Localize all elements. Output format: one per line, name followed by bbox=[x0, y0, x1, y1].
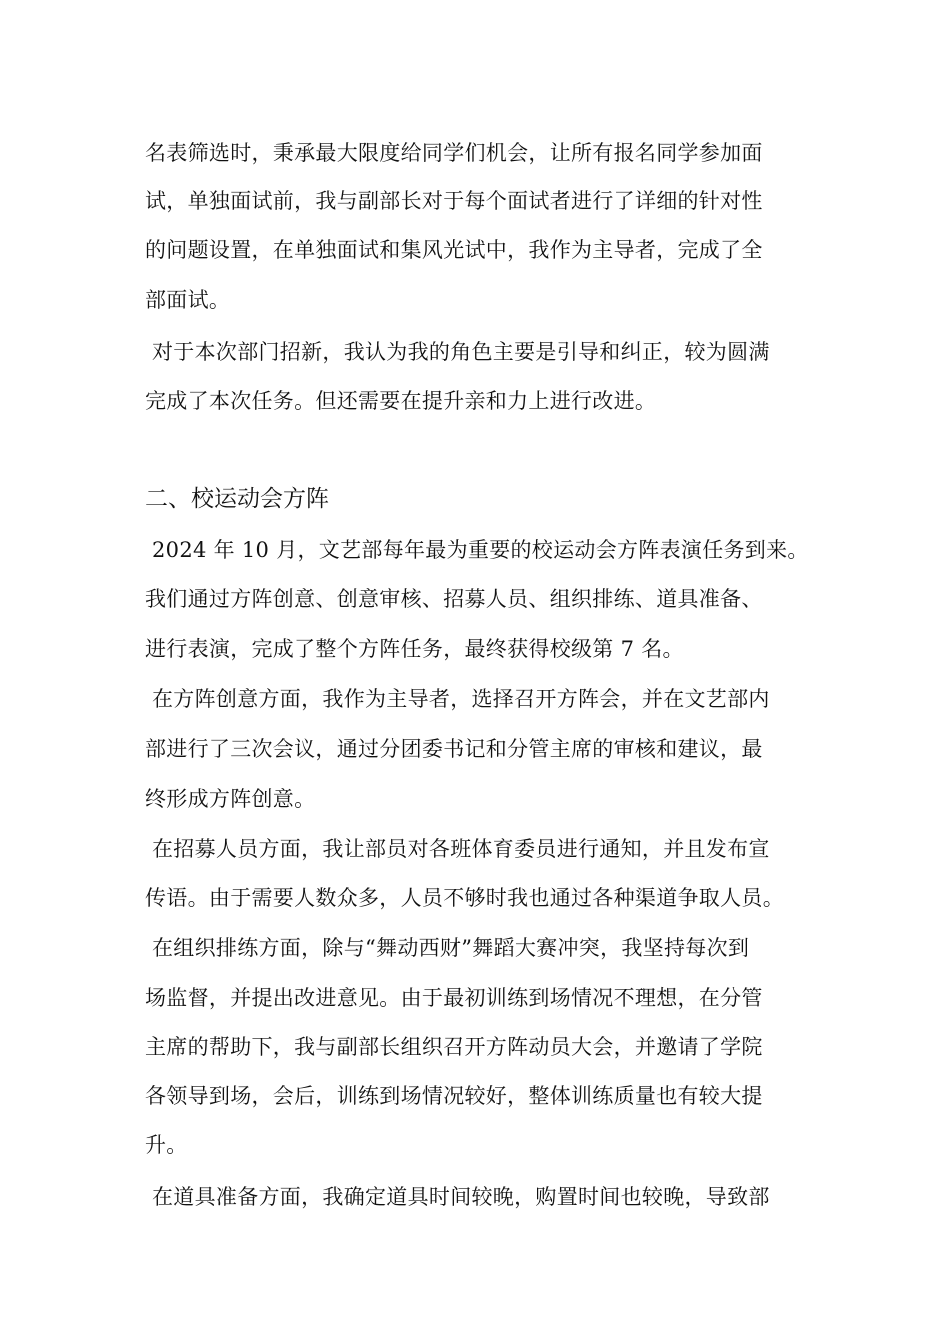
text-line: 在组织排练方面，除与“舞动西财”舞蹈大赛冲突，我坚持每次到 bbox=[152, 936, 750, 960]
text-line: 在道具准备方面，我确定道具时间较晚，购置时间也较晚，导致部 bbox=[152, 1185, 770, 1209]
text-line: 对于本次部门招新，我认为我的角色主要是引导和纠正，较为圆满 bbox=[152, 340, 770, 364]
text-line: 终形成方阵创意。 bbox=[145, 787, 316, 811]
text-line: 进行表演，完成了整个方阵任务，最终获得校级第 7 名。 bbox=[145, 637, 684, 661]
text-line: 的问题设置，在单独面试和集风光试中，我作为主导者，完成了全 bbox=[145, 238, 763, 262]
text-line: 场监督，并提出改进意见。由于最初训练到场情况不理想，在分管 bbox=[145, 986, 763, 1010]
text-line: 各领导到场，会后，训练到场情况较好，整体训练质量也有较大提 bbox=[145, 1084, 763, 1108]
text-line: 名表筛选时，秉承最大限度给同学们机会，让所有报名同学参加面 bbox=[145, 141, 763, 165]
text-line: 在方阵创意方面，我作为主导者，选择召开方阵会，并在文艺部内 bbox=[152, 687, 770, 711]
text-line: 试，单独面试前，我与副部长对于每个面试者进行了详细的针对性 bbox=[145, 189, 763, 213]
section-heading: 二、校运动会方阵 bbox=[145, 486, 329, 512]
text-line: 在招募人员方面，我让部员对各班体育委员进行通知，并且发布宣 bbox=[152, 837, 770, 861]
text-line: 传语。由于需要人数众多，人员不够时我也通过各种渠道争取人员。 bbox=[145, 886, 784, 910]
text-line: 完成了本次任务。但还需要在提升亲和力上进行改进。 bbox=[145, 389, 657, 413]
text-line: 我们通过方阵创意、创意审核、招募人员、组织排练、道具准备、 bbox=[145, 587, 763, 611]
text-line: 主席的帮助下，我与副部长组织召开方阵动员大会，并邀请了学院 bbox=[145, 1035, 763, 1059]
text-line: 部面试。 bbox=[145, 288, 231, 312]
text-line: 部进行了三次会议，通过分团委书记和分管主席的审核和建议，最 bbox=[145, 737, 763, 761]
text-line: 升。 bbox=[145, 1133, 188, 1157]
text-line: 2024 年 10 月，文艺部每年最为重要的校运动会方阵表演任务到来。 bbox=[152, 538, 809, 562]
